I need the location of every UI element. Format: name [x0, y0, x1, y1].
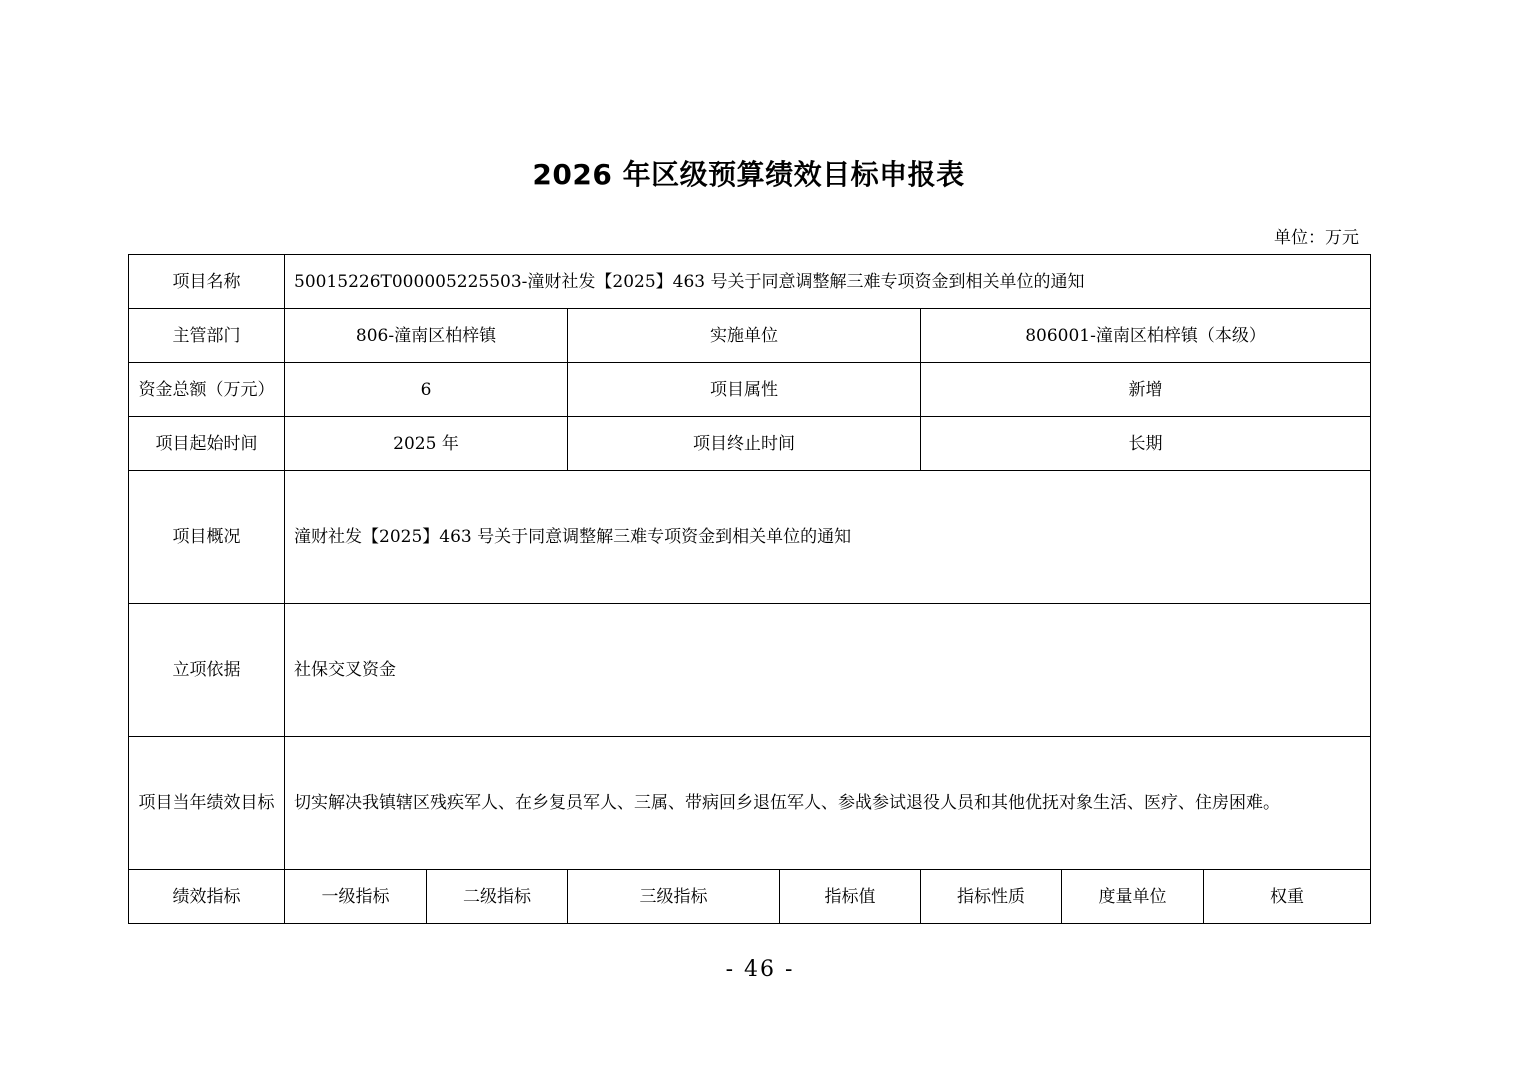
start-time-label: 项目起始时间	[129, 417, 285, 471]
header-level2: 二级指标	[427, 870, 568, 924]
funding-total-label: 资金总额（万元）	[129, 363, 285, 417]
project-name-value: 50015226T000005225503-潼财社发【2025】463 号关于同意调整解三难专项资金到相关单位的通知	[285, 255, 1371, 309]
budget-performance-table	[128, 254, 1371, 924]
project-attribute-value: 新增	[921, 363, 1371, 417]
end-time-value: 长期	[921, 417, 1371, 471]
start-time-value: 2025 年	[285, 417, 568, 471]
project-name-label: 项目名称	[129, 255, 285, 309]
implementing-unit-value: 806001-潼南区柏梓镇（本级）	[921, 309, 1371, 363]
header-indicator-nature: 指标性质	[921, 870, 1062, 924]
unit-label: 单位：万元	[1274, 228, 1359, 248]
department-value: 806-潼南区柏梓镇	[285, 309, 568, 363]
indicators-label: 绩效指标	[129, 870, 285, 924]
document-title: 2026 年区级预算绩效目标申报表	[532, 158, 965, 191]
overview-label: 项目概况	[129, 471, 285, 604]
header-level3: 三级指标	[568, 870, 780, 924]
page-number: - 46 -	[725, 957, 795, 982]
basis-label: 立项依据	[129, 604, 285, 737]
header-measure-unit: 度量单位	[1062, 870, 1204, 924]
funding-total-value: 6	[285, 363, 568, 417]
row-basis	[129, 604, 1371, 737]
header-indicator-value: 指标值	[780, 870, 921, 924]
row-annual-goal	[129, 737, 1371, 870]
row-project-name	[129, 255, 1371, 309]
overview-value: 潼财社发【2025】463 号关于同意调整解三难专项资金到相关单位的通知	[285, 471, 1371, 604]
row-period	[129, 417, 1371, 471]
row-department	[129, 309, 1371, 363]
end-time-label: 项目终止时间	[568, 417, 921, 471]
implementing-unit-label: 实施单位	[568, 309, 921, 363]
department-label: 主管部门	[129, 309, 285, 363]
project-attribute-label: 项目属性	[568, 363, 921, 417]
header-weight: 权重	[1204, 870, 1371, 924]
annual-goal-label: 项目当年绩效目标	[129, 737, 285, 870]
row-indicators-header	[129, 870, 1371, 924]
row-funding	[129, 363, 1371, 417]
basis-value: 社保交叉资金	[285, 604, 1371, 737]
header-level1: 一级指标	[285, 870, 427, 924]
annual-goal-value: 切实解决我镇辖区残疾军人、在乡复员军人、三属、带病回乡退伍军人、参战参试退役人员和其他优抚对象生活、医疗、住房困难。	[285, 737, 1371, 870]
row-overview	[129, 471, 1371, 604]
